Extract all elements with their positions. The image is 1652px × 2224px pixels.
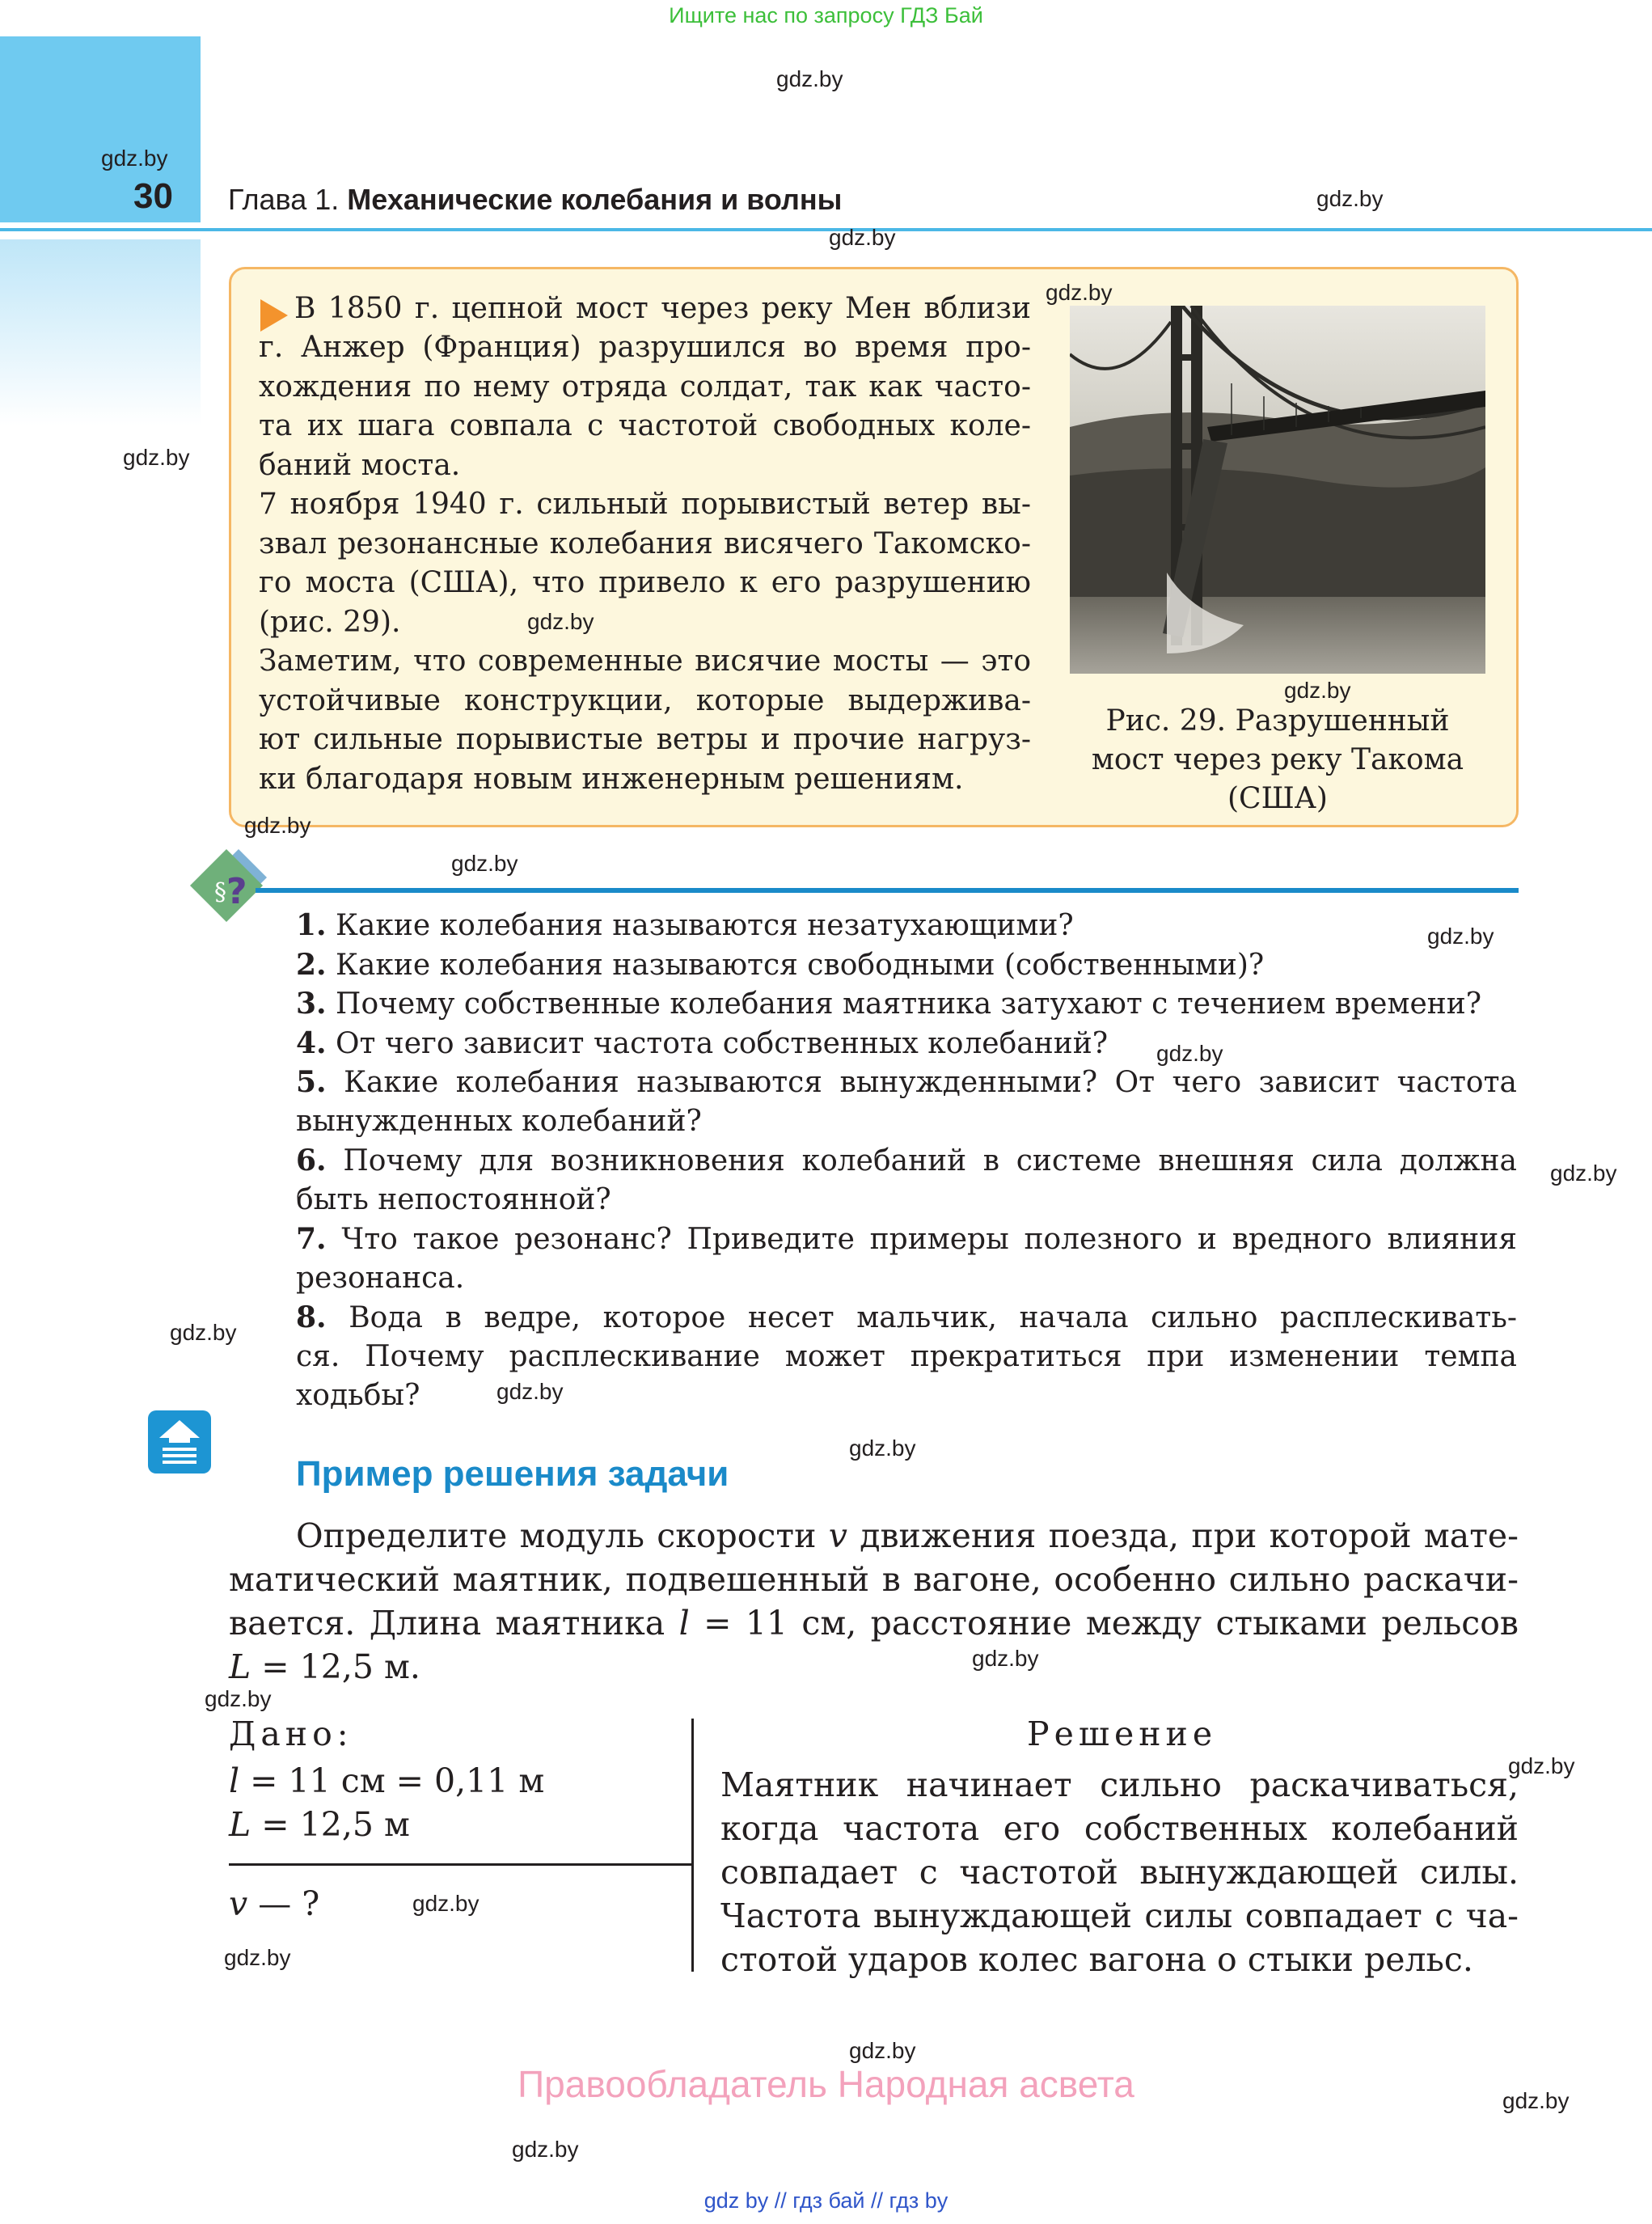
question-line (296, 906, 1517, 946)
header-rule (0, 228, 1652, 231)
watermark: gdz.by (205, 1686, 272, 1711)
question-text: Какие колебания называются свободными (собственными)? (336, 948, 1265, 982)
watermark: gdz.by (451, 851, 518, 876)
watermark: gdz.by (1046, 280, 1113, 305)
given-label: Дано: (229, 1715, 353, 1753)
info-line: звал резонансные колебания висячего Такомско- (259, 527, 1031, 560)
page-number: 30 (133, 176, 173, 216)
watermark: gdz.by (1284, 678, 1351, 703)
watermark: gdz.by (972, 1646, 1039, 1671)
given-variable: l (229, 1761, 240, 1800)
chapter-prefix: Глава 1. (228, 183, 340, 216)
watermark: gdz.by (776, 66, 843, 91)
question-line (296, 1298, 1517, 1338)
watermark: gdz.by (224, 1945, 291, 1970)
given-line (229, 1805, 410, 1844)
watermark: gdz.by (244, 813, 311, 838)
question-number: 1. (296, 908, 327, 942)
task-text-part: = 12,5 м. (251, 1647, 420, 1686)
watermark: gdz.by (496, 1379, 564, 1404)
question-line (296, 945, 1517, 986)
figure-caption-line: мост через реку Такома (1091, 743, 1464, 776)
watermark: gdz.by (1316, 186, 1384, 211)
unknown-value: — ? (247, 1884, 320, 1923)
question-line (296, 1220, 1517, 1260)
question-number: 5. (296, 1065, 327, 1099)
solution-line: Частота вынуждающей силы совпадает с ча- (720, 1896, 1519, 1935)
figure-caption-line: (США) (1227, 782, 1328, 815)
given-rule (229, 1863, 692, 1866)
task-variable: l (678, 1604, 690, 1643)
footer-links[interactable]: gdz by // гдз бай // гдз by (703, 2188, 949, 2213)
watermark: gdz.by (849, 2038, 916, 2063)
questions-rule (256, 888, 1519, 893)
solution-line: стотой ударов колес вагона о стыки рельс. (720, 1940, 1473, 1979)
given-value: = 12,5 м (251, 1805, 410, 1844)
question-text: быть непостоянной? (296, 1182, 611, 1216)
question-text: От чего зависит частота собственных колебаний? (336, 1026, 1109, 1060)
bridge-photo (1070, 306, 1485, 674)
question-number: 2. (296, 947, 327, 982)
watermark: gdz.by (512, 2137, 579, 2162)
solution-divider (691, 1719, 694, 1972)
watermark: gdz.by (1427, 924, 1494, 949)
play-arrow-icon (260, 299, 288, 332)
solution-line: совпадает с частотой вынуждающей силы. (720, 1853, 1519, 1892)
question-line (296, 1376, 1517, 1416)
info-line: ки благодаря новым инженерным решениям. (259, 763, 964, 796)
question-line (296, 1063, 1517, 1103)
question-text: Какие колебания называются незатухающими? (336, 909, 1074, 942)
watermark: gdz.by (101, 146, 168, 171)
watermark: gdz.by (170, 1320, 237, 1345)
question-number: 6. (296, 1144, 327, 1178)
question-line (296, 1024, 1517, 1064)
info-line: г. Анжер (Франция) разрушился во время про- (259, 331, 1031, 364)
home-icon[interactable] (148, 1410, 211, 1474)
question-line (296, 1141, 1517, 1182)
info-line: го моста (США), что привело к его разрушению (259, 566, 1031, 599)
question-number: 3. (296, 987, 327, 1021)
svg-text:§: § (214, 878, 226, 907)
watermark: gdz.by (1550, 1161, 1617, 1186)
info-line: та их шага совпала с частотой свободных коле- (259, 409, 1031, 442)
given-line (229, 1761, 544, 1800)
info-line: устойчивые конструкции, которые выдерживa- (259, 684, 1031, 717)
figure-caption-line: Рис. 29. Разрушенный (1105, 704, 1450, 738)
task-text-part: вается. Длина маятника (229, 1604, 679, 1643)
task-variable: L (229, 1647, 251, 1686)
given-value: = 11 см = 0,11 м (239, 1761, 545, 1800)
question-text: вынужденных колебаний? (296, 1104, 702, 1138)
watermark: gdz.by (527, 609, 594, 634)
svg-text:?: ? (226, 871, 247, 912)
unknown-line (229, 1884, 319, 1923)
question-text: ся. Почему расплескивание может прекратиться при изменении темпа (296, 1339, 1517, 1373)
task-line (296, 1514, 1519, 1558)
solution-line: Маятник начинает сильно раскачиваться, (720, 1765, 1519, 1804)
solution-label: Решение (1027, 1715, 1218, 1753)
copyright-notice: Правообладатель Народная асвета (518, 2063, 1134, 2105)
info-line: ют сильные порывистые ветры и прочие нагруз- (259, 723, 1031, 756)
task-line (229, 1645, 1519, 1689)
search-hint: Ищите нас по запросу ГДЗ Бай (669, 3, 983, 27)
figure-caption (1051, 702, 1504, 818)
question-line (296, 1102, 1517, 1142)
info-line: хождения по нему отряда солдат, так как часто- (259, 370, 1031, 404)
task-line (229, 1601, 1519, 1645)
example-title: Пример решения задачи (296, 1454, 729, 1494)
watermark: gdz.by (412, 1891, 480, 1916)
unknown-variable: v (229, 1884, 248, 1923)
question-number: 7. (296, 1222, 327, 1256)
page-tab-gradient (0, 239, 201, 425)
question-line (296, 1259, 1517, 1299)
info-line: (рис. 29). (259, 606, 401, 639)
task-line (229, 1558, 1519, 1601)
question-text: Какие колебания называются вынужденными? От чего зависит частота (344, 1066, 1517, 1099)
chapter-title: Механические колебания и волны (347, 183, 843, 216)
question-line (296, 1181, 1517, 1220)
watermark: gdz.by (849, 1435, 916, 1461)
watermark: gdz.by (1156, 1041, 1223, 1066)
watermark: gdz.by (1502, 2088, 1570, 2113)
info-line: В 1850 г. цепной мост через реку Мен вблизи (294, 292, 1031, 325)
info-line: 7 ноября 1940 г. сильный порывистый ветер вы- (259, 488, 1031, 521)
question-line (296, 1338, 1517, 1377)
watermark: gdz.by (123, 445, 190, 470)
solution-line: когда частота его собственных колебаний (720, 1809, 1519, 1848)
watermark: gdz.by (829, 225, 896, 250)
task-text-part: Определите модуль скорости (296, 1516, 829, 1555)
question-text: Почему собственные колебания маятника затухают с течением времени? (336, 987, 1482, 1021)
question-text: резонанса. (296, 1261, 465, 1295)
task-variable: v (828, 1516, 847, 1555)
question-number: 8. (296, 1300, 327, 1334)
question-text: Что такое резонанс? Приведите примеры полезного и вредного влияния (341, 1223, 1517, 1256)
task-text-part: матический маятник, подвешенный в вагоне, особенно сильно раскачи- (229, 1560, 1519, 1599)
watermark: gdz.by (1508, 1753, 1575, 1778)
chapter-heading (228, 183, 842, 217)
question-line (296, 984, 1517, 1025)
question-text: ходьбы? (296, 1379, 420, 1412)
info-line: баний моста. (259, 449, 461, 482)
task-text-part: движения поезда, при которой мате- (847, 1516, 1519, 1555)
bridge-photo-drawing (1070, 306, 1485, 674)
task-text-part: = 11 см, расстояние между стыками рельсов (689, 1604, 1519, 1643)
given-variable: L (229, 1805, 251, 1844)
info-line: Заметим, что современные висячие мосты — это (259, 645, 1031, 678)
question-text: Вода в ведре, которое несет мальчик, начала сильно расплескивать- (349, 1301, 1517, 1334)
question-number: 4. (296, 1025, 327, 1060)
question-text: Почему для возникновения колебаний в системе внешняя сила должна (343, 1144, 1517, 1178)
